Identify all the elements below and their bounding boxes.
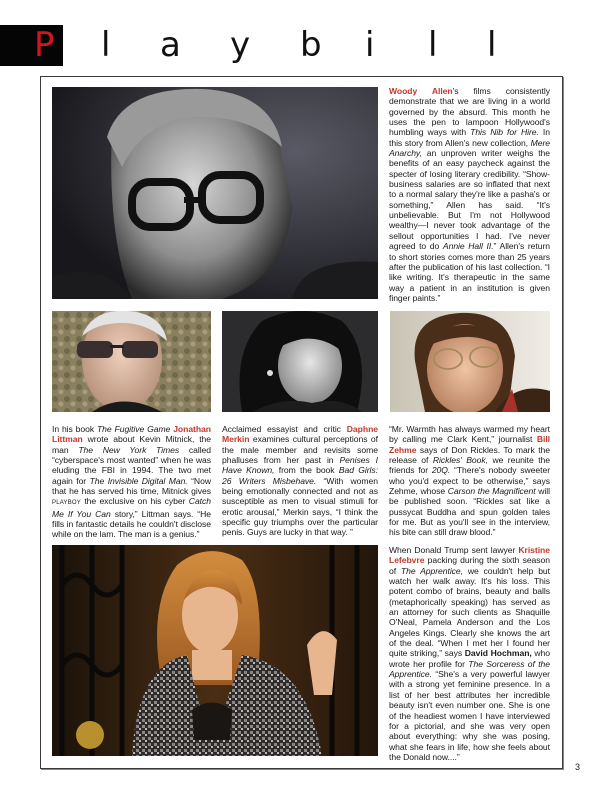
article-text: from the book bbox=[274, 465, 339, 476]
photo-jonathan-littman bbox=[52, 311, 211, 412]
work-title: Catch Me If You Can bbox=[52, 496, 211, 519]
article-text: In this story from Allen's new collection, bbox=[389, 127, 551, 148]
masthead-logo-box bbox=[0, 25, 63, 66]
work-title: Bad Girls: 26 Writers Misbehave. bbox=[222, 465, 378, 486]
article-text: called “cyberspace's most wanted” when he was eluding the FBI in 1994. The two met again for bbox=[52, 444, 212, 486]
article-kristine-lefebvre bbox=[389, 545, 550, 762]
article-text: who wrote her profile for bbox=[389, 648, 550, 669]
work-title: Carson the Magnificent bbox=[447, 486, 536, 497]
article-text: “Now that he has served his time, Mitnick gives bbox=[52, 475, 211, 497]
work-title: Annie Hall II. bbox=[442, 241, 494, 252]
article-text: we couldn't help but watch her walk away. It's his loss. This potent combo of brains, beauty and balls (metaphorically speaking) has served as an attorney for such clients as Shaquille O'Neal, Pamela Anderson and the Los Angeles Kings. Clearly she knows the art of the deal. “When I met her I found her quite striking,” says bbox=[389, 565, 550, 659]
person-name-woody-allen: Woody Allen bbox=[389, 86, 453, 96]
work-title: Penises I Have Known, bbox=[222, 455, 378, 476]
article-woody-allen bbox=[389, 86, 550, 303]
masthead-letter: l bbox=[428, 25, 438, 65]
work-title: The Sorceress of the Apprentice. bbox=[389, 658, 550, 680]
article-text: In his book bbox=[52, 424, 97, 434]
page-number: 3 bbox=[575, 762, 581, 772]
article-bill-zehme bbox=[389, 424, 550, 538]
article-text: 's films consistently demonstrate that we are living in a world governed by the absurd. This month he uses the pen to lampoon Hollywood's humbling ways with bbox=[389, 86, 550, 138]
masthead-initial: P bbox=[34, 25, 55, 65]
article-text: Acclaimed essayist and critic bbox=[222, 424, 347, 434]
article-text: we reunite the friends for bbox=[389, 455, 551, 476]
person-name-bill-zehme: Bill Zehme bbox=[389, 434, 550, 455]
article-text: “With women being emotionally connected and not as susceptible as men to visual stimuli for erotic arousal,” Merkin says, “I think the specific guy triumphs over the particular penis. Guys are lucky in that way. ” bbox=[222, 475, 378, 538]
work-title: The Invisible Digital Man. bbox=[89, 475, 188, 486]
article-text: When Donald Trump sent lawyer bbox=[389, 545, 519, 555]
work-title: The Fugitive Game bbox=[96, 424, 171, 434]
work-title: The New York Times bbox=[78, 444, 180, 455]
article-text: “There's nobody sweeter who you'd expect to be otherwise,” says Zehme, whose bbox=[389, 465, 550, 497]
photo-daphne-merkin bbox=[222, 311, 378, 412]
brand-name: PLAYBOY bbox=[52, 500, 81, 507]
masthead-letter: a bbox=[160, 25, 181, 65]
author-name-david-hochman: David Hochman, bbox=[464, 648, 532, 659]
work-title: 20Q. bbox=[431, 465, 451, 476]
article-text: the exclusive on his cyber bbox=[80, 496, 189, 507]
article-text: “She's a very powerful lawyer with a strong yet feminine presence. In a list of her best attributes her incredible beauty isn't even number one. She is one of the headiest women I have interviewed for a pictorial, and she was very open about everything: why she was posing, what she fears in life, how she feels about the Donald now....” bbox=[389, 669, 550, 762]
article-text: examines cultural perceptions of the male member and revisits some phalluses from her past in bbox=[222, 434, 378, 466]
article-text: says of Don Rickles. To mark the release of bbox=[389, 444, 550, 466]
work-title: This Nib for Hire. bbox=[470, 127, 539, 138]
masthead-letter: l bbox=[487, 25, 497, 65]
person-name-daphne-merkin: Daphne Merkin bbox=[222, 424, 378, 445]
photo-kristine-lefebvre bbox=[52, 545, 378, 756]
photo-bill-zehme bbox=[390, 311, 550, 412]
masthead-letter: i bbox=[365, 25, 375, 65]
article-text: will be published soon. “Rickles sat like a pussycat Buddha and spun golden tales for me. But as you'll see in the interview, his bite can still draw blood.” bbox=[389, 486, 550, 538]
masthead bbox=[0, 25, 600, 67]
work-title: Mere Anarchy, bbox=[389, 137, 550, 159]
article-jonathan-littman bbox=[52, 424, 211, 540]
masthead-letter: b bbox=[300, 25, 322, 65]
person-name-kristine-lefebvre: Kristine Lefebvre bbox=[389, 545, 550, 566]
article-text: “Mr. Warmth has always warmed my heart by calling me Clark Kent,” journalist bbox=[389, 424, 550, 445]
article-text: story,” Littman says. “He fills in fantastic details he couldn't disclose while on the lam. The man is a genius.” bbox=[52, 508, 211, 540]
article-text: packing during the sixth season of bbox=[389, 555, 550, 576]
article-text: ” Allen's return to short stories comes more than 25 years after the publication of his last collection. “I like writing. It's therapeutic in the same way a patient in an institution is given finger paints.” bbox=[389, 241, 550, 303]
photo-woody-allen bbox=[52, 87, 378, 299]
article-text: an unproven writer weighs the benefits of an easy paycheck against the specter of losing literary credibility. “Show-business salaries are so inflated that next to a normal salary they're like a pasha's or something,” Allen has said. “It's unbelievable. But I'm not Hollywood wealthy—I never took advantage of the sellout opportunities I had. I've never agreed to do bbox=[389, 148, 550, 252]
person-name-jonathan-littman: Jonathan Littman bbox=[52, 424, 211, 445]
work-title: The Apprentice, bbox=[400, 565, 463, 576]
masthead-letter: y bbox=[230, 25, 251, 65]
masthead-letter: l bbox=[101, 25, 111, 65]
work-title: Rickles' Book, bbox=[432, 455, 488, 466]
article-daphne-merkin bbox=[222, 424, 378, 538]
article-text: wrote about Kevin Mitnick, the man bbox=[52, 434, 211, 455]
